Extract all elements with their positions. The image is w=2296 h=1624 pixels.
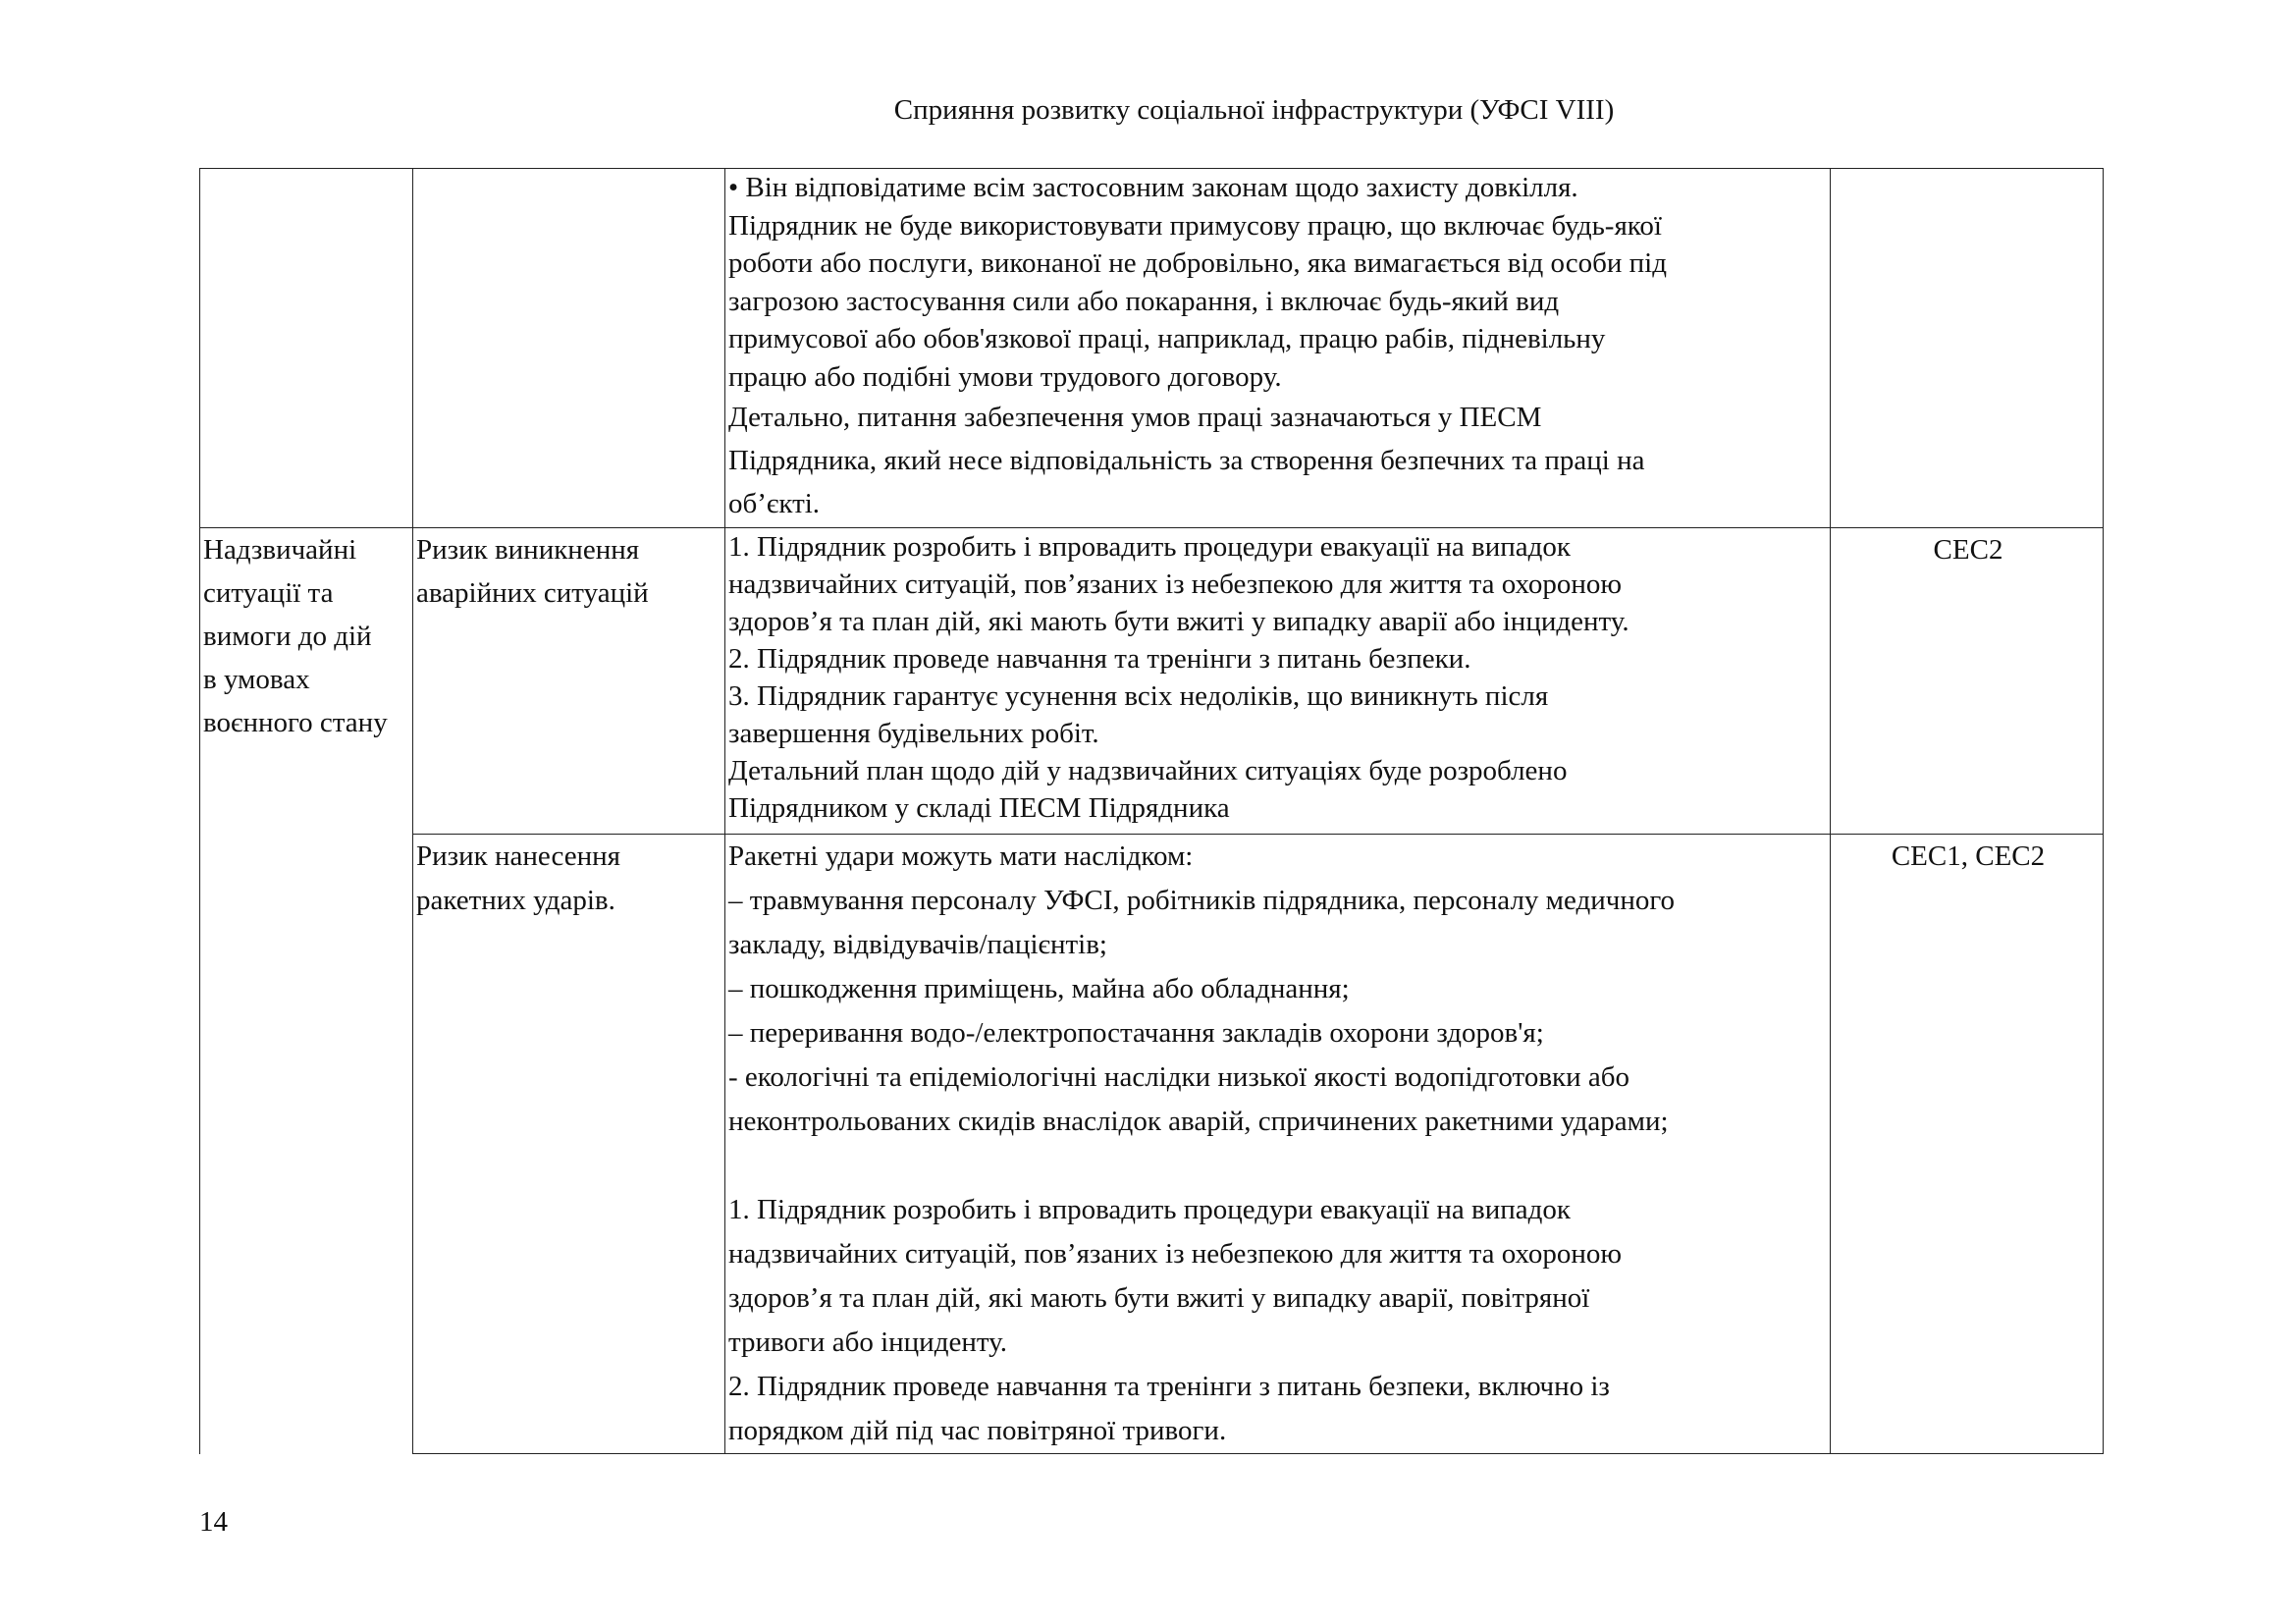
table-row xyxy=(200,835,2104,1454)
text-line: здоров’я та план дій, які мають бути вжиті у випадку аварії, повітряної xyxy=(728,1282,1590,1314)
table-cell-measures xyxy=(725,169,1831,528)
text-line: - екологічні та епідеміологічні наслідки низької якості водопідготовки або xyxy=(728,1061,1630,1093)
text-line: тривоги або інциденту. xyxy=(728,1326,1007,1358)
text-line: загрозою застосування сили або покарання, і включає будь-який вид xyxy=(728,285,1560,317)
text-line: 1. Підрядник розробить і впровадить процедури евакуації на випадок xyxy=(728,1194,1571,1225)
text-line: примусової або обов'язкової праці, наприклад, працю рабів, підневільну xyxy=(728,323,1606,354)
table-cell-reference xyxy=(1831,528,2104,835)
reference-code: CEC1, CEC2 xyxy=(1891,840,2046,872)
text-line: Ризик нанесення xyxy=(416,840,620,872)
text-line: Надзвичайні xyxy=(203,534,357,566)
text-line: надзвичайних ситуацій, пов’язаних із небезпекою для життя та охороною xyxy=(728,1238,1623,1270)
page-number: 14 xyxy=(199,1506,228,1538)
text-line: 2. Підрядник проведе навчання та тренінги з питань безпеки. xyxy=(728,643,1471,675)
text-line: здоров’я та план дій, які мають бути вжиті у випадку аварії або інциденту. xyxy=(728,606,1629,637)
table-row xyxy=(200,528,2104,835)
page-header xyxy=(0,90,2296,130)
text-line: закладу, відвідувачів/пацієнтів; xyxy=(728,929,1107,960)
table-cell-risk xyxy=(413,528,725,835)
text-line: роботи або послуги, виконаної не добровільно, яка вимагається від особи під xyxy=(728,247,1667,279)
text-line: Детально, питання забезпечення умов праці зазначаються у ПЕСМ xyxy=(728,402,1542,433)
text-line: Підрядником у складі ПЕСМ Підрядника xyxy=(728,792,1230,824)
text-line: ракетних ударів. xyxy=(416,885,615,916)
table-cell-risk xyxy=(413,169,725,528)
text-line: в умовах xyxy=(203,664,310,695)
text-line: Детальний план щодо дій у надзвичайних ситуаціях буде розроблено xyxy=(728,755,1568,786)
table-cell-category xyxy=(200,169,413,528)
text-line: Підрядника, який несе відповідальність за створення безпечних та праці на xyxy=(728,445,1645,476)
requirements-table xyxy=(199,168,2104,1454)
text-line: воєнного стану xyxy=(203,707,388,738)
text-line: 1. Підрядник розробить і впровадить процедури евакуації на випадок xyxy=(728,531,1571,563)
text-line: 2. Підрядник проведе навчання та тренінги з питань безпеки, включно із xyxy=(728,1371,1610,1402)
table-cell-reference xyxy=(1831,835,2104,1454)
reference-code: CEC2 xyxy=(1933,534,2003,566)
text-line: Ракетні удари можуть мати наслідком: xyxy=(728,840,1194,872)
table-cell-measures xyxy=(725,528,1831,835)
text-line: – пошкодження приміщень, майна або обладнання; xyxy=(728,973,1350,1004)
text-line: Ризик виникнення xyxy=(416,534,640,566)
text-line: об’єкті. xyxy=(728,488,821,519)
text-line: порядком дій під час повітряної тривоги. xyxy=(728,1415,1227,1446)
table-cell-risk xyxy=(413,835,725,1454)
text-line: вимоги до дій xyxy=(203,621,372,652)
table-row xyxy=(200,169,2104,528)
text-line: Підрядник не буде використовувати примусову працю, що включає будь-якої xyxy=(728,209,1662,242)
text-line: надзвичайних ситуацій, пов’язаних із небезпекою для життя та охороною xyxy=(728,568,1623,600)
table-cell-measures xyxy=(725,835,1831,1454)
text-line: 3. Підрядник гарантує усунення всіх недоліків, що виникнуть після xyxy=(728,680,1549,712)
text-line: ситуації та xyxy=(203,577,334,609)
text-line: неконтрольованих скидів внаслідок аварій, спричинених ракетними ударами; xyxy=(728,1106,1669,1137)
table-cell-category xyxy=(200,528,413,1454)
text-line: працю або подібні умови трудового договору. xyxy=(728,360,1282,393)
text-line: – переривання водо-/електропостачання закладів охорони здоров'я; xyxy=(728,1017,1544,1049)
blank-line xyxy=(728,1144,1830,1188)
table-cell-reference xyxy=(1831,169,2104,528)
text-line: завершення будівельних робіт. xyxy=(728,718,1099,749)
text-line: аварійних ситуацій xyxy=(416,577,649,609)
header-title: Сприяння розвитку соціальної інфраструктури (УФСІ VIII) xyxy=(893,94,1615,126)
text-line: • Він відповідатиме всім застосовним законам щодо захисту довкілля. xyxy=(728,172,1578,203)
text-line: – травмування персоналу УФСІ, робітників підрядника, персоналу медичного xyxy=(728,885,1676,916)
